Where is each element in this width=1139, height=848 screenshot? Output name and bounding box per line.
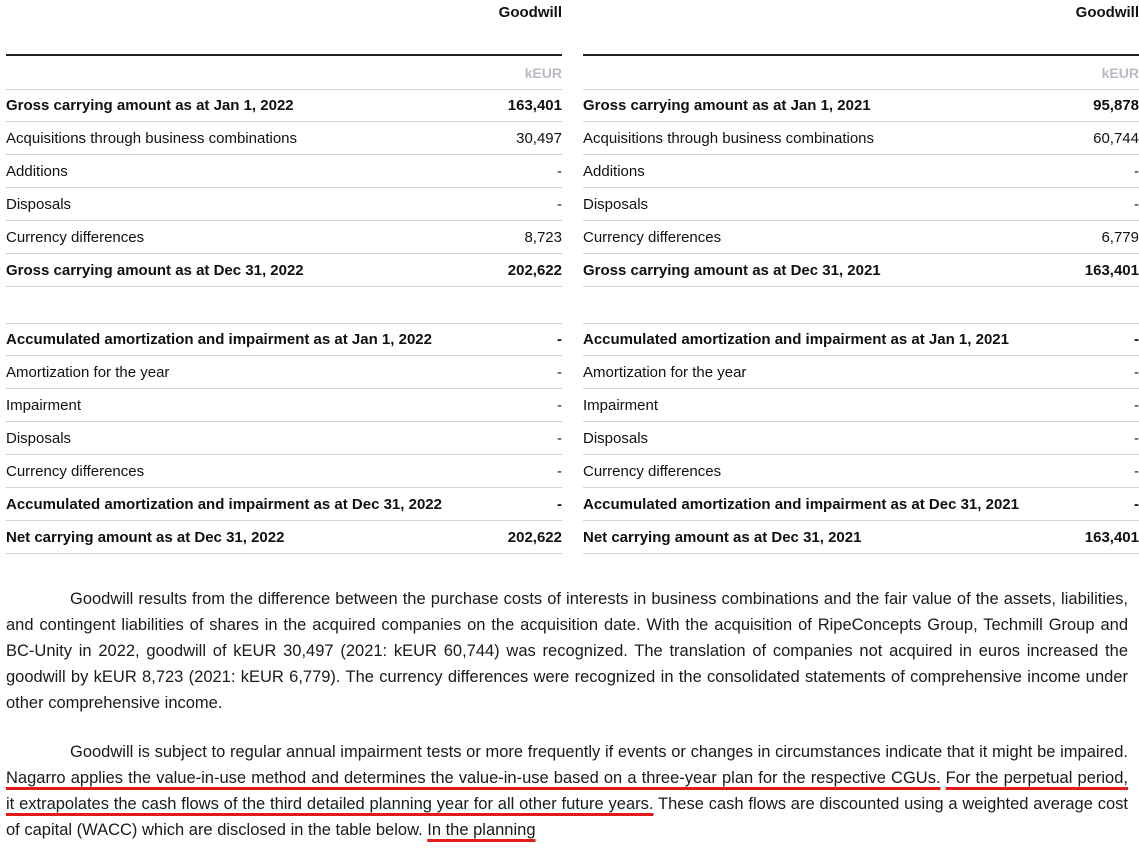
- row-label: Currency differences: [6, 462, 145, 480]
- row-label: Net carrying amount as at Dec 31, 2022: [6, 528, 285, 546]
- table-row: [6, 254, 562, 287]
- row-value: -: [557, 363, 562, 381]
- table-row: [583, 422, 1139, 455]
- row-label: Gross carrying amount as at Dec 31, 2021: [583, 261, 881, 279]
- row-label: Impairment: [6, 396, 82, 414]
- row-label: Gross carrying amount as at Jan 1, 2022: [6, 97, 294, 114]
- highlighted-sentence: For the perpetual period, it extrapolates the cash flows of the third detailed planning year for all other future years.: [6, 769, 1128, 813]
- amortization-section: [6, 323, 562, 554]
- table-row: [583, 323, 1139, 356]
- row-label: Gross carrying amount as at Jan 1, 2021: [583, 97, 871, 114]
- impairment-test-paragraph: [6, 739, 1128, 843]
- table-row: [583, 89, 1139, 122]
- row-value: 95,878: [1093, 97, 1139, 114]
- row-value: 30,497: [516, 129, 562, 147]
- unit-label: kEUR: [524, 64, 562, 81]
- table-row: [583, 455, 1139, 488]
- row-label: Accumulated amortization and impairment as at Jan 1, 2022: [6, 331, 432, 348]
- row-value: -: [1134, 195, 1139, 213]
- row-value: 8,723: [524, 228, 562, 246]
- table-row: [583, 221, 1139, 254]
- table-row: [6, 455, 562, 488]
- goodwill-table-2022: [6, 0, 562, 554]
- row-label: Amortization for the year: [6, 363, 170, 381]
- table-row: [6, 323, 562, 356]
- row-value: -: [557, 162, 562, 180]
- row-label: Currency differences: [583, 462, 722, 480]
- table-row: [583, 521, 1139, 554]
- row-value: 163,401: [1084, 528, 1139, 546]
- row-label: Disposals: [6, 429, 72, 447]
- gross-section: [6, 89, 562, 287]
- row-label: Amortization for the year: [583, 363, 747, 381]
- table-row: [6, 356, 562, 389]
- table-row: [583, 254, 1139, 287]
- paragraph-text: These cash flows are discounted using a weighted average cost of capital (WACC) which are disclosed in the table below.: [6, 795, 1128, 839]
- row-label: Additions: [6, 162, 68, 180]
- table-row: [6, 389, 562, 422]
- unit-label: kEUR: [1101, 64, 1139, 81]
- table-row: [6, 521, 562, 554]
- row-value: 202,622: [507, 528, 562, 546]
- row-value: -: [1134, 429, 1139, 447]
- gross-section: [583, 89, 1139, 287]
- table-row: [6, 188, 562, 221]
- row-value: 6,779: [1101, 228, 1139, 246]
- table-row: [583, 488, 1139, 521]
- row-label: Net carrying amount as at Dec 31, 2021: [583, 528, 862, 546]
- table-row: [583, 155, 1139, 188]
- row-label: Impairment: [583, 396, 659, 414]
- row-label: Disposals: [583, 195, 649, 213]
- row-value: -: [557, 195, 562, 213]
- row-label: Disposals: [6, 195, 72, 213]
- table-row: [6, 89, 562, 122]
- paragraph-text: Goodwill is subject to regular annual impairment tests or more frequently if events or changes in circumstances indicate that it might be impaired.: [70, 743, 1128, 761]
- highlighted-sentence: Nagarro applies the value-in-use method and determines the value-in-use based on a three-year plan for the respective CGUs.: [6, 769, 941, 787]
- table-row: [583, 122, 1139, 155]
- table-row: [6, 122, 562, 155]
- table-row: [583, 389, 1139, 422]
- paragraph-text: Goodwill results from the difference between the purchase costs of interests in business combinations and the fair value of the assets, liabilities, and contingent liabilities of shares in the acquired companies on the acquisition date. With the acquisition of RipeConcepts Group, Techmill Group and BC-Unity in 2022, goodwill of kEUR 30,497 (2021: kEUR 60,744) was recognized. The translation of companies not acquired in euros increased the goodwill by kEUR 8,723 (2021: kEUR 6,779). The currency differences were recognized in the consolidated statements of comprehensive income under other comprehensive income.: [6, 590, 1128, 712]
- row-value: -: [557, 429, 562, 447]
- row-value: 163,401: [1084, 261, 1139, 279]
- row-label: Accumulated amortization and impairment as at Dec 31, 2021: [583, 495, 1019, 513]
- row-value: -: [1134, 331, 1139, 348]
- row-value: 202,622: [507, 261, 562, 279]
- row-label: Acquisitions through business combinations: [583, 129, 874, 147]
- row-label: Accumulated amortization and impairment as at Dec 31, 2022: [6, 495, 442, 513]
- row-value: -: [1134, 162, 1139, 180]
- row-value: -: [1134, 462, 1139, 480]
- table-row: [6, 488, 562, 521]
- goodwill-explanation-paragraph: [6, 586, 1128, 716]
- table-row: [6, 155, 562, 188]
- row-label: Additions: [583, 162, 645, 180]
- row-value: -: [557, 331, 562, 348]
- row-value: -: [1134, 396, 1139, 414]
- amortization-section: [583, 323, 1139, 554]
- row-label: Accumulated amortization and impairment as at Jan 1, 2021: [583, 331, 1009, 348]
- row-label: Gross carrying amount as at Dec 31, 2022: [6, 261, 304, 279]
- goodwill-table-2021: [583, 0, 1139, 554]
- column-header: Goodwill: [498, 3, 562, 21]
- row-label: Disposals: [583, 429, 649, 447]
- row-value: -: [557, 495, 562, 513]
- table-row: [583, 356, 1139, 389]
- highlighted-sentence: In the planning: [427, 821, 536, 839]
- table-row: [6, 422, 562, 455]
- row-label: Acquisitions through business combinations: [6, 129, 297, 147]
- row-value: 60,744: [1093, 129, 1139, 147]
- row-label: Currency differences: [6, 228, 145, 246]
- column-header: Goodwill: [1075, 3, 1139, 21]
- table-row: [6, 221, 562, 254]
- row-value: 163,401: [507, 97, 562, 114]
- row-value: -: [1134, 363, 1139, 381]
- row-value: -: [1134, 495, 1139, 513]
- row-value: -: [557, 462, 562, 480]
- row-value: -: [557, 396, 562, 414]
- row-label: Currency differences: [583, 228, 722, 246]
- table-row: [583, 188, 1139, 221]
